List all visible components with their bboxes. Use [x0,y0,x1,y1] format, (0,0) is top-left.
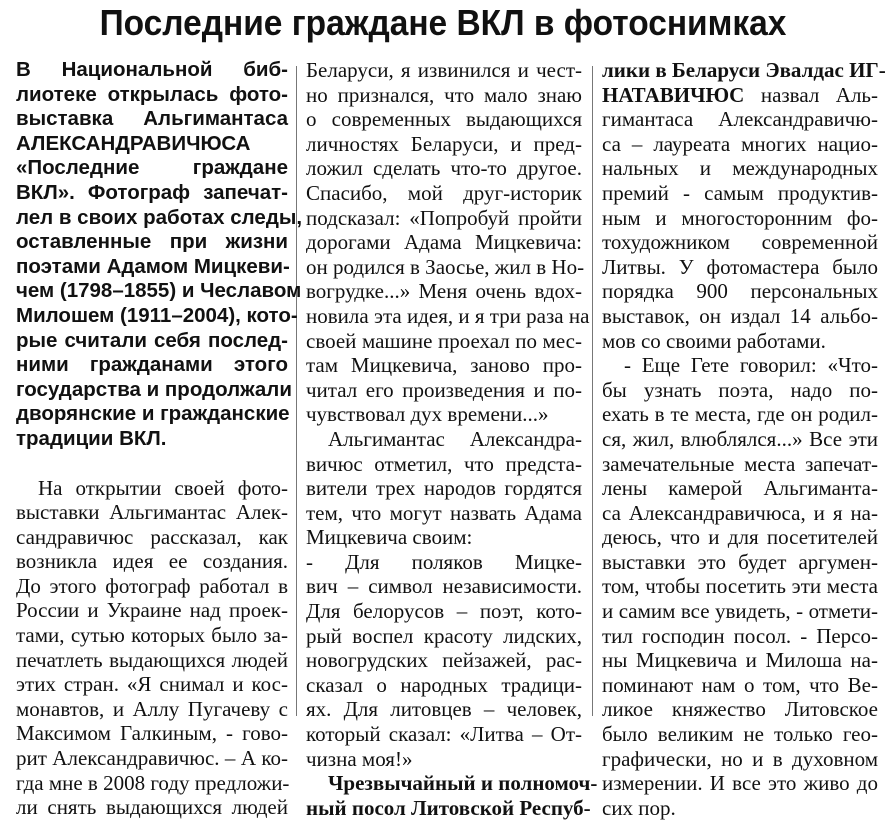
text-line: са – лауреата многих нацио- [602,131,878,156]
article-headline: Последние граждане ВКЛ в фотоснимках [99,2,787,43]
text-line: России и Украине над проек- [16,598,288,623]
text-line: поэтами Адамом Мицкеви- [16,254,290,278]
text-line: поминают нам о том, что Ве- [602,672,878,697]
text-line: Милошем (1911–2004), кото- [16,303,298,327]
text-line: Максимом Галкиным, - гово- [16,721,288,746]
text-line: сказал о народных традици- [306,672,582,697]
text-line: вич – символ независимости. [306,574,582,599]
text-line: чизна моя!» [306,746,413,771]
body-text-column-1 [16,476,288,820]
text-line: рый воспел красоту лидских, [306,623,582,648]
text-line: Для белорусов – поэт, кото- [306,599,582,624]
text-line: тем, что могут назвать Адама [306,500,582,525]
text-line: выставки это будет аргумен- [602,549,878,574]
column-1 [16,58,303,820]
text-line: и самим все увидеть, - отмети- [602,599,878,624]
text-line: он родился в Заосье, жил в Но- [306,254,585,279]
text-line: лиотеке открылась фото- [16,82,288,106]
column-divider [592,66,593,716]
text-line: ли снять выдающихся людей [16,795,288,820]
text-line: тохудожником современной [602,230,878,255]
text-line: мов со своими работами. [602,328,826,353]
text-line: ВКЛ». Фотограф запечат- [16,180,288,204]
column-divider [296,66,297,716]
text-line: Беларуси, я извинился и чест- [306,58,582,82]
text-line: выставки Альгимантас Алек- [16,500,288,525]
text-line: лены камерой Альгиманта- [602,476,878,501]
text-line: бы узнать поэта, надо по- [602,377,878,402]
text-line: сандравичюс рассказал, как [16,524,288,549]
text-line: дорогами Адама Мицкевича: [306,230,582,255]
text-line: В Национальной биб- [16,58,288,81]
text-line: - Еще Гете говорил: «Что- [624,353,878,378]
text-line: вогрудке...» Меня очень вдох- [306,279,582,304]
text-line: но признался, что мало знаю [306,82,582,107]
text-line: печатлеть выдающихся людей [16,647,288,672]
text-line: государства и продолжали [16,377,292,401]
text-line: деюсь, что и для посетителей [602,525,878,550]
text-line: Альгимантас Александра- [328,426,582,451]
body-text-column-2 [306,58,598,820]
text-line: нальных и международных [602,156,878,181]
text-line: традиции ВКЛ. [16,426,167,450]
text-line: этих стран. «Я снимал и кос- [16,672,288,697]
text-line: новогрудских пейзажей, рас- [306,648,582,673]
text-line: читал его произведения и по- [306,377,582,402]
text-line: о современных выдающихся [306,107,582,132]
text-line: - Для поляков Мицке- [306,549,582,574]
text-line: гда мне в 2008 году предложи- [16,770,290,795]
text-line: премий - самым продуктив- [602,180,878,205]
text-line: вители трех народов гордятся [306,476,582,501]
text-line: оставленные при жизни [16,230,288,254]
text-line: было великим не только гео- [602,722,878,747]
text-line: Мицкевича своим: [306,525,473,550]
text-line: НАТАВИЧЮС назвал Аль- [602,82,878,107]
text-line: Чрезвычайный и полномоч- [328,771,598,796]
text-line: подсказал: «Попробуй пройти [306,205,582,230]
text-line: выставка Альгимантаса [16,107,288,131]
text-line: ях. Для литовцев – человек, [306,697,582,722]
text-line: чувствовал дух времени...» [306,402,549,427]
text-line: тами, сутью которых было за- [16,623,288,648]
text-line: там Мицкевича, заново про- [306,353,582,378]
text-line: рит Александравичюс. – А ко- [16,746,288,771]
text-line: До этого фотограф работал в [16,573,288,598]
text-line: лел в своих работах следы, [16,205,303,229]
text-line: лики в Беларуси Эвалдас ИГ- [602,58,886,82]
text-line: чем (1798–1855) и Чеславом [16,279,302,303]
text-line: своей машине проехал по мес- [306,328,582,353]
text-line: Литвы. У фотомастера было [602,254,878,279]
text-line: ны Мицкевича и Милоша на- [602,648,878,673]
text-line: вичюс отметил, что предста- [306,451,582,476]
text-line: ликое княжество Литовское [602,697,878,722]
text-line: АЛЕКСАНДРАВИЧЮСА [16,131,251,155]
text-line: личностях Беларуси, и пред- [306,131,582,156]
text-line: Спасибо, мой друг-историк [306,180,582,205]
text-line: монавтов, и Аллу Пугачеву с [16,696,288,721]
body-text-column-3 [602,58,886,820]
text-line: гимантаса Александравичю- [602,107,878,132]
text-line: измерении. И все это живо до [602,771,878,796]
text-line: который сказал: «Литва – От- [306,722,582,747]
text-line: ехать в те места, где он родил- [602,402,878,427]
text-line: «Последние граждане [16,156,288,180]
text-line: порядка 900 персональных [602,279,878,304]
text-line: са Александравичюса, и я на- [602,500,878,525]
text-line: ложил сделать что-то другое. [306,156,582,181]
text-line: ними гражданами этого [16,353,288,377]
text-line: ся, жил, влюблялся...» Все эти [602,426,878,451]
text-line: ным и многосторонним фо- [602,205,878,230]
text-line: тил господин посол. - Персо- [602,623,878,648]
lead-paragraph [16,58,303,452]
text-line: выставок, он издал 14 альбо- [602,303,878,328]
text-line: графически, но и в духовном [602,746,878,771]
text-line: дворянские и гражданские [16,402,290,426]
text-line: сих пор. [602,795,676,820]
text-line: На открытии своей фото- [38,475,288,500]
text-line: возникла идея ее создания. [16,549,288,574]
text-line: новила эта идея, и я три раза на [306,303,590,328]
text-line: рые считали себя послед- [16,328,288,352]
text-line: ный посол Литовской Респуб- [306,795,591,820]
text-line: замечательные места запечат- [602,451,878,476]
text-line: том, чтобы посетить эти места [602,574,878,599]
